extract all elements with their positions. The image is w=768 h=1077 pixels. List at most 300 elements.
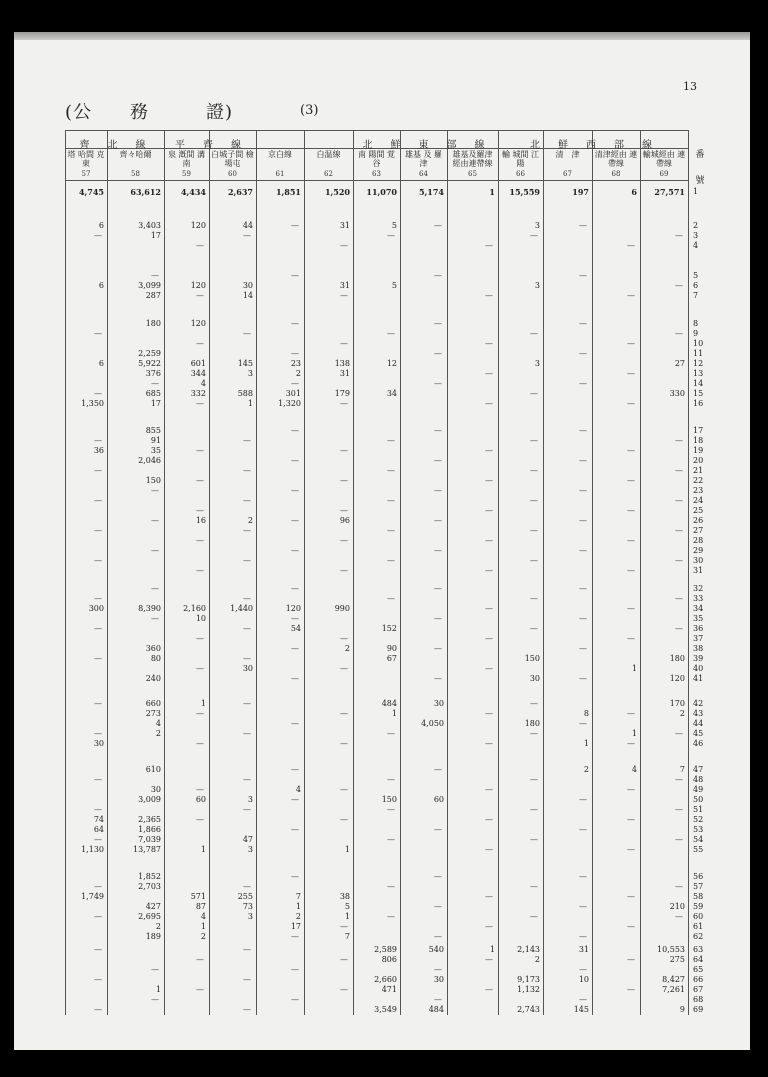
row-number: 31 — [693, 566, 704, 575]
empty-cell-dash: — — [94, 466, 102, 475]
empty-cell-dash: — — [94, 654, 102, 663]
empty-cell-dash: — — [94, 329, 102, 338]
data-cell: 4 — [295, 785, 301, 794]
column-number: 65 — [468, 170, 477, 178]
row-number: 53 — [693, 825, 704, 834]
empty-cell-dash: — — [196, 536, 204, 545]
data-cell: 60 — [195, 795, 206, 804]
empty-cell-dash: — — [243, 654, 251, 663]
empty-cell-dash: — — [434, 995, 442, 1004]
data-cell: 9 — [679, 1005, 685, 1014]
empty-cell-dash: — — [151, 584, 159, 593]
empty-cell-dash: — — [434, 379, 442, 388]
empty-cell-dash: — — [196, 709, 204, 718]
empty-cell-dash: — — [291, 349, 299, 358]
data-cell: 2,160 — [183, 604, 206, 613]
row-number: 61 — [693, 922, 704, 931]
empty-cell-dash: — — [579, 614, 587, 623]
empty-cell-dash: — — [94, 436, 102, 445]
data-cell: 150 — [145, 476, 161, 485]
data-cell: 330 — [669, 389, 685, 398]
data-cell: 332 — [190, 389, 206, 398]
empty-cell-dash: — — [627, 985, 635, 994]
empty-cell-dash: — — [579, 965, 587, 974]
empty-cell-dash: — — [530, 526, 538, 535]
empty-cell-dash: — — [434, 765, 442, 774]
data-cell: 1,852 — [138, 872, 161, 881]
column-number: 61 — [275, 170, 285, 178]
empty-cell-dash: — — [291, 614, 299, 623]
empty-cell-dash: — — [530, 231, 538, 240]
data-cell: 5 — [391, 281, 397, 290]
empty-cell-dash: — — [675, 329, 683, 338]
table-top-rule — [65, 130, 688, 131]
empty-cell-dash: — — [196, 399, 204, 408]
column-heading: 雄基 及 羅 津 — [404, 150, 443, 168]
row-number: 18 — [693, 436, 704, 445]
empty-cell-dash: — — [340, 476, 348, 485]
data-cell: 300 — [88, 604, 104, 613]
column-rule — [640, 130, 641, 1015]
data-cell: 3 — [247, 795, 253, 804]
empty-cell-dash: — — [579, 486, 587, 495]
empty-cell-dash: — — [530, 329, 538, 338]
empty-cell-dash: — — [94, 1005, 102, 1014]
data-cell: 2 — [155, 729, 161, 738]
empty-cell-dash: — — [387, 912, 395, 921]
empty-cell-dash: — — [291, 271, 299, 280]
empty-cell-dash: — — [196, 506, 204, 515]
empty-cell-dash: — — [387, 329, 395, 338]
data-cell: 2 — [247, 516, 253, 525]
empty-cell-dash: — — [530, 835, 538, 844]
column-rule — [164, 130, 165, 1015]
column-heading: 齊々哈爾 — [119, 150, 152, 159]
empty-cell-dash: — — [434, 584, 442, 593]
row-number: 28 — [693, 536, 704, 545]
empty-cell-dash: — — [196, 955, 204, 964]
row-number: 4 — [693, 241, 699, 250]
empty-cell-dash: — — [291, 719, 299, 728]
empty-cell-dash: — — [627, 709, 635, 718]
data-cell: 2,365 — [138, 815, 161, 824]
empty-cell-dash: — — [434, 965, 442, 974]
column-heading: 白温線 — [316, 150, 341, 159]
data-cell: 2 — [155, 922, 161, 931]
empty-cell-dash: — — [579, 644, 587, 653]
empty-cell-dash: — — [485, 845, 493, 854]
data-cell: 138 — [334, 359, 350, 368]
empty-cell-dash: — — [151, 486, 159, 495]
data-cell: 6 — [98, 221, 104, 230]
empty-cell-dash: — — [675, 882, 683, 891]
empty-cell-dash: — — [434, 674, 442, 683]
data-cell: 10 — [195, 614, 206, 623]
data-cell: 4 — [200, 379, 206, 388]
column-number: 59 — [182, 170, 191, 178]
empty-cell-dash: — — [340, 566, 348, 575]
data-cell: 2,046 — [138, 456, 161, 465]
empty-cell-dash: — — [434, 546, 442, 555]
group-heading: 齊 北 線 — [79, 140, 150, 151]
empty-cell-dash: — — [387, 805, 395, 814]
data-cell: 484 — [381, 699, 397, 708]
empty-cell-dash: — — [530, 699, 538, 708]
data-cell: 1 — [631, 729, 637, 738]
empty-cell-dash: — — [434, 456, 442, 465]
empty-cell-dash: — — [579, 872, 587, 881]
empty-cell-dash: — — [485, 339, 493, 348]
empty-cell-dash: — — [579, 349, 587, 358]
empty-cell-dash: — — [485, 566, 493, 575]
data-cell: 427 — [145, 902, 161, 911]
empty-cell-dash: — — [434, 349, 442, 358]
data-cell: 301 — [285, 389, 301, 398]
data-cell: 685 — [145, 389, 161, 398]
empty-cell-dash: — — [485, 709, 493, 718]
empty-cell-dash: — — [485, 536, 493, 545]
empty-cell-dash: — — [340, 399, 348, 408]
empty-cell-dash: — — [579, 456, 587, 465]
row-number: 12 — [693, 359, 704, 368]
empty-cell-dash: — — [485, 955, 493, 964]
column-number: 57 — [81, 170, 91, 178]
empty-cell-dash: — — [485, 399, 493, 408]
data-cell: 1,320 — [278, 399, 301, 408]
row-number: 66 — [693, 975, 704, 984]
row-number: 8 — [693, 319, 699, 328]
row-number: 2 — [693, 221, 699, 230]
empty-cell-dash: — — [94, 805, 102, 814]
empty-cell-dash: — — [627, 845, 635, 854]
empty-cell-dash: — — [291, 456, 299, 465]
data-cell: 360 — [145, 644, 161, 653]
empty-cell-dash: — — [579, 546, 587, 555]
empty-cell-dash: — — [627, 506, 635, 515]
empty-cell-dash: — — [627, 815, 635, 824]
empty-cell-dash: — — [434, 825, 442, 834]
empty-cell-dash: — — [340, 291, 348, 300]
empty-cell-dash: — — [291, 221, 299, 230]
data-cell: 344 — [190, 369, 206, 378]
data-cell: 60 — [433, 795, 444, 804]
empty-cell-dash: — — [291, 319, 299, 328]
column-rule — [304, 130, 305, 1015]
empty-cell-dash: — — [291, 546, 299, 555]
column-heading: 清 津 — [555, 150, 580, 159]
column-number: 68 — [611, 170, 621, 178]
data-cell: 11,070 — [366, 187, 397, 197]
data-cell: 145 — [237, 359, 253, 368]
column-rule — [209, 130, 210, 1015]
empty-cell-dash: — — [387, 835, 395, 844]
number-column-label: 番號 — [695, 150, 705, 186]
empty-cell-dash: — — [387, 526, 395, 535]
empty-cell-dash: — — [340, 536, 348, 545]
data-cell: 8,427 — [662, 975, 685, 984]
empty-cell-dash: — — [196, 446, 204, 455]
empty-cell-dash: — — [579, 584, 587, 593]
empty-cell-dash: — — [340, 709, 348, 718]
column-heading: 泉 漑間 溝 南 — [167, 150, 206, 168]
row-number: 24 — [693, 496, 704, 505]
empty-cell-dash: — — [196, 476, 204, 485]
row-number: 38 — [693, 644, 704, 653]
column-heading: 輸 城間 江 陽 — [501, 150, 540, 168]
data-cell: 120 — [190, 221, 206, 230]
row-number: 62 — [693, 932, 704, 941]
data-cell: 5,922 — [138, 359, 161, 368]
data-cell: 152 — [381, 624, 397, 633]
empty-cell-dash: — — [627, 291, 635, 300]
empty-cell-dash: — — [387, 231, 395, 240]
header-bottom-rule — [65, 180, 688, 181]
data-cell: 30 — [529, 674, 540, 683]
empty-cell-dash: — — [627, 604, 635, 613]
data-cell: 1 — [200, 922, 206, 931]
data-cell: 67 — [386, 654, 397, 663]
data-cell: 73 — [242, 902, 253, 911]
column-number: 63 — [372, 170, 381, 178]
empty-cell-dash: — — [243, 594, 251, 603]
row-number: 27 — [693, 526, 704, 535]
empty-cell-dash: — — [291, 674, 299, 683]
data-cell: 540 — [428, 945, 444, 954]
column-rule — [592, 130, 593, 1015]
empty-cell-dash: — — [485, 985, 493, 994]
data-cell: 90 — [386, 644, 397, 653]
data-cell: 806 — [381, 955, 397, 964]
row-number: 43 — [693, 709, 704, 718]
data-cell: 1,132 — [517, 985, 540, 994]
column-rule — [400, 130, 401, 1015]
data-cell: 210 — [669, 902, 685, 911]
empty-cell-dash: — — [151, 995, 159, 1004]
data-cell: 27 — [674, 359, 685, 368]
empty-cell-dash: — — [94, 231, 102, 240]
empty-cell-dash: — — [485, 739, 493, 748]
row-number: 37 — [693, 634, 704, 643]
column-rule — [543, 130, 544, 1015]
empty-cell-dash: — — [151, 379, 159, 388]
data-cell: 17 — [150, 231, 161, 240]
row-number: 30 — [693, 556, 704, 565]
row-number: 3 — [693, 231, 699, 240]
row-number: 14 — [693, 379, 704, 388]
empty-cell-dash: — — [485, 506, 493, 515]
empty-cell-dash: — — [675, 624, 683, 633]
column-number: 69 — [659, 170, 669, 178]
data-cell: 5 — [344, 902, 350, 911]
row-number: 50 — [693, 795, 704, 804]
data-cell: 3,009 — [138, 795, 161, 804]
row-number: 46 — [693, 739, 704, 748]
data-cell: 2 — [200, 932, 206, 941]
data-cell: 27,571 — [654, 187, 685, 197]
row-number: 52 — [693, 815, 704, 824]
empty-cell-dash: — — [340, 739, 348, 748]
page-number: 13 — [683, 80, 697, 93]
data-cell: 30 — [433, 699, 444, 708]
row-number: 19 — [693, 446, 704, 455]
group-heading: 北 鮮 西 部 線 — [530, 140, 656, 151]
empty-cell-dash: — — [485, 476, 493, 485]
empty-cell-dash: — — [675, 729, 683, 738]
empty-cell-dash: — — [434, 932, 442, 941]
empty-cell-dash: — — [627, 785, 635, 794]
data-cell: 80 — [150, 654, 161, 663]
empty-cell-dash: — — [291, 795, 299, 804]
row-number: 42 — [693, 699, 704, 708]
data-cell: 120 — [669, 674, 685, 683]
empty-cell-dash: — — [387, 436, 395, 445]
data-cell: 601 — [190, 359, 206, 368]
data-cell: 12 — [386, 359, 397, 368]
row-number: 63 — [693, 945, 704, 954]
empty-cell-dash: — — [579, 674, 587, 683]
data-cell: 1,440 — [230, 604, 253, 613]
empty-cell-dash: — — [340, 634, 348, 643]
empty-cell-dash: — — [94, 389, 102, 398]
empty-cell-dash: — — [243, 775, 251, 784]
data-cell: 47 — [242, 835, 253, 844]
data-cell: 3 — [534, 359, 540, 368]
empty-cell-dash: — — [196, 566, 204, 575]
data-cell: 7 — [295, 892, 301, 901]
row-number: 6 — [693, 281, 699, 290]
data-cell: 1 — [391, 709, 397, 718]
empty-cell-dash: — — [387, 882, 395, 891]
data-cell: 1 — [155, 985, 161, 994]
empty-cell-dash: — — [627, 241, 635, 250]
empty-cell-dash: — — [579, 825, 587, 834]
empty-cell-dash: — — [434, 426, 442, 435]
empty-cell-dash: — — [485, 785, 493, 794]
empty-cell-dash: — — [434, 902, 442, 911]
data-cell: 588 — [237, 389, 253, 398]
empty-cell-dash: — — [675, 466, 683, 475]
empty-cell-dash: — — [94, 912, 102, 921]
data-cell: 4 — [631, 765, 637, 774]
empty-cell-dash: — — [627, 446, 635, 455]
data-cell: 660 — [145, 699, 161, 708]
empty-cell-dash: — — [291, 932, 299, 941]
data-cell: 6 — [631, 187, 637, 197]
empty-cell-dash: — — [94, 882, 102, 891]
page-heading: (公 務 證) — [65, 102, 234, 123]
empty-cell-dash: — — [340, 664, 348, 673]
empty-cell-dash: — — [340, 815, 348, 824]
data-cell: 145 — [573, 1005, 589, 1014]
empty-cell-dash: — — [627, 399, 635, 408]
data-cell: 471 — [381, 985, 397, 994]
empty-cell-dash: — — [94, 624, 102, 633]
data-cell: 30 — [242, 664, 253, 673]
row-number: 25 — [693, 506, 704, 515]
empty-cell-dash: — — [291, 965, 299, 974]
data-cell: 1 — [344, 912, 350, 921]
column-heading: 輸城經由 連帶線 — [642, 150, 686, 168]
row-number: 13 — [693, 369, 704, 378]
data-cell: 3 — [247, 912, 253, 921]
empty-cell-dash: — — [387, 466, 395, 475]
data-cell: 1 — [489, 945, 495, 954]
row-number: 16 — [693, 399, 704, 408]
empty-cell-dash: — — [485, 664, 493, 673]
data-cell: 30 — [93, 739, 104, 748]
data-cell: 13,787 — [133, 845, 161, 854]
row-number: 29 — [693, 546, 704, 555]
empty-cell-dash: — — [243, 1005, 251, 1014]
empty-cell-dash: — — [579, 719, 587, 728]
row-number: 22 — [693, 476, 704, 485]
empty-cell-dash: — — [387, 594, 395, 603]
row-number: 57 — [693, 882, 704, 891]
empty-cell-dash: — — [94, 526, 102, 535]
data-cell: 2,637 — [227, 187, 253, 197]
data-cell: 7 — [344, 932, 350, 941]
data-cell: 31 — [578, 945, 589, 954]
data-cell: 31 — [339, 221, 350, 230]
empty-cell-dash: — — [530, 436, 538, 445]
column-heading: 清津經由 連帶線 — [594, 150, 638, 168]
data-cell: 484 — [428, 1005, 444, 1014]
empty-cell-dash: — — [196, 739, 204, 748]
empty-cell-dash: — — [675, 775, 683, 784]
empty-cell-dash: — — [387, 556, 395, 565]
empty-cell-dash: — — [530, 775, 538, 784]
empty-cell-dash: — — [530, 496, 538, 505]
data-cell: 2 — [679, 709, 685, 718]
empty-cell-dash: — — [243, 699, 251, 708]
empty-cell-dash: — — [579, 932, 587, 941]
data-cell: 7,039 — [138, 835, 161, 844]
data-cell: 120 — [190, 319, 206, 328]
row-number: 69 — [693, 1005, 704, 1014]
empty-cell-dash: — — [485, 291, 493, 300]
data-cell: 197 — [572, 187, 589, 197]
empty-cell-dash: — — [291, 379, 299, 388]
data-cell: 54 — [290, 624, 301, 633]
data-cell: 31 — [339, 281, 350, 290]
empty-cell-dash: — — [434, 319, 442, 328]
data-cell: 3 — [534, 221, 540, 230]
row-number: 40 — [693, 664, 704, 673]
empty-cell-dash: — — [485, 634, 493, 643]
row-number: 64 — [693, 955, 704, 964]
empty-cell-dash: — — [434, 486, 442, 495]
row-number: 7 — [693, 291, 699, 300]
empty-cell-dash: — — [627, 922, 635, 931]
empty-cell-dash: — — [243, 882, 251, 891]
row-number: 33 — [693, 594, 704, 603]
empty-cell-dash: — — [243, 329, 251, 338]
empty-cell-dash: — — [340, 985, 348, 994]
data-cell: 38 — [339, 892, 350, 901]
empty-cell-dash: — — [434, 644, 442, 653]
column-number: 60 — [228, 170, 237, 178]
column-number: 58 — [131, 170, 140, 178]
data-cell: 4,434 — [180, 187, 206, 197]
data-cell: 1 — [247, 399, 253, 408]
empty-cell-dash: — — [94, 775, 102, 784]
empty-cell-dash: — — [94, 556, 102, 565]
data-cell: 1 — [583, 739, 589, 748]
empty-cell-dash: — — [579, 379, 587, 388]
empty-cell-dash: — — [579, 221, 587, 230]
empty-cell-dash: — — [675, 912, 683, 921]
row-number: 54 — [693, 835, 704, 844]
